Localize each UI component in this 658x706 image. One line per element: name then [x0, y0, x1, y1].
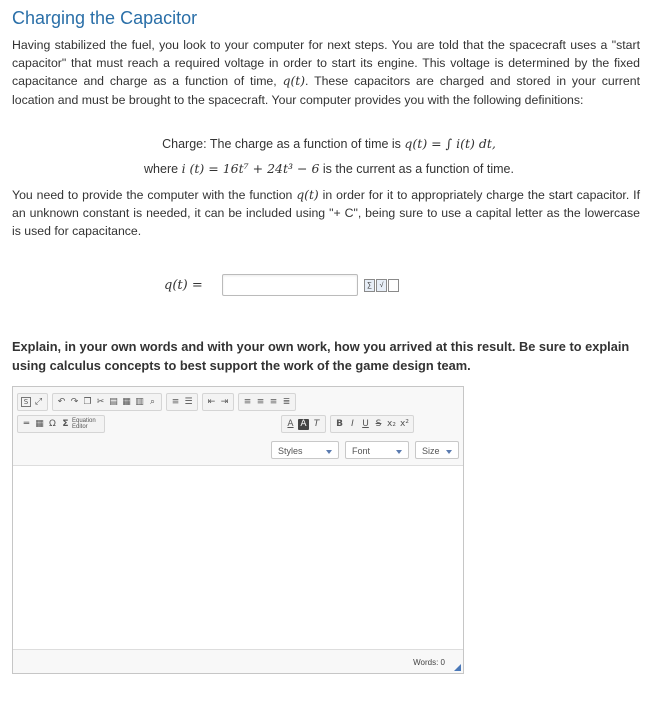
- resize-handle-icon[interactable]: [454, 664, 461, 671]
- math-editor-icon[interactable]: ∑: [364, 279, 375, 292]
- cut-icon[interactable]: ✂: [96, 396, 105, 407]
- paste-text-icon[interactable]: ▦: [122, 396, 131, 407]
- document-icon[interactable]: [388, 279, 399, 292]
- charge-text: The charge as a function of time is: [209, 137, 401, 151]
- toolbar-row-2: [17, 415, 109, 433]
- chevron-down-icon: [396, 450, 402, 454]
- italic-icon[interactable]: I: [351, 418, 354, 429]
- paste-word-icon[interactable]: ▥: [135, 396, 144, 407]
- remove-format-icon[interactable]: T: [313, 418, 320, 429]
- word-count: Words: 0: [413, 658, 445, 667]
- current-text: is the current as a function of time.: [322, 162, 514, 176]
- answer-label: q(t) =: [164, 277, 203, 293]
- horizontal-rule-icon[interactable]: ═: [23, 418, 30, 429]
- instructions-text: You need to provide the computer with the function: [12, 188, 293, 202]
- math-palette-icon[interactable]: √: [376, 279, 387, 292]
- numbered-list-icon[interactable]: ≡: [171, 396, 180, 407]
- toolbar-row-1: [17, 393, 300, 411]
- size-dropdown[interactable]: Size: [415, 441, 459, 459]
- outdent-icon[interactable]: ⇤: [207, 396, 216, 407]
- text-color-icon[interactable]: A: [287, 418, 294, 429]
- chevron-down-icon: [446, 450, 452, 454]
- answer-input[interactable]: [222, 274, 358, 296]
- editor-text-area[interactable]: [13, 465, 463, 650]
- answer-tools: [364, 279, 399, 292]
- instructions-text-end: in order for it to appropriately charge the start capacitor. If an unknown constant is needed, it can be included using "+ C", being sure to use a capital letter as the lowercase is used for capacitance.: [12, 188, 640, 239]
- intro-variable: q(t): [282, 74, 305, 89]
- align-left-icon[interactable]: ≡: [243, 396, 252, 407]
- page-title: Charging the Capacitor: [12, 8, 198, 28]
- table-icon[interactable]: ▦: [35, 418, 44, 429]
- background-color-icon[interactable]: A: [298, 419, 309, 430]
- charge-formula: q(t) = ∫ i(t) dt,: [404, 136, 496, 151]
- instructions-variable: q(t): [296, 188, 319, 202]
- bold-icon[interactable]: B: [336, 418, 343, 429]
- align-right-icon[interactable]: ≡: [269, 396, 278, 407]
- copy-icon[interactable]: ❐: [83, 396, 92, 407]
- subscript-icon[interactable]: x₂: [387, 418, 396, 429]
- intro-paragraph: [12, 36, 640, 109]
- rich-text-editor: [12, 386, 464, 674]
- find-icon[interactable]: ⌕: [149, 396, 156, 407]
- explain-question: Explain, in your own words and with your own work, how you arrived at this result. Be sure to explain using calculus concepts to best support the work of the game design team.: [12, 339, 630, 373]
- intro-text: Having stabilized the fuel, you look to your computer for next steps. You are told that the spacecraft uses a "start capacitor" that must reach a required voltage in order to start its engine. This voltage is determined by the fixed capacitance and charge as a function of time,: [12, 38, 640, 89]
- special-char-icon[interactable]: Ω: [49, 418, 56, 429]
- justify-icon[interactable]: ≣: [282, 396, 291, 407]
- equation-editor-label[interactable]: Equation Editor: [72, 418, 96, 430]
- redo-icon[interactable]: ↷: [70, 396, 79, 407]
- instructions-paragraph: [12, 186, 640, 241]
- undo-icon[interactable]: ↶: [57, 396, 66, 407]
- indent-icon[interactable]: ⇥: [220, 396, 229, 407]
- maximize-icon[interactable]: ⤢: [34, 396, 43, 407]
- where-text: where: [144, 162, 179, 176]
- styles-dropdown[interactable]: Styles: [271, 441, 339, 459]
- chevron-down-icon: [326, 450, 332, 454]
- charge-label: Charge:: [162, 137, 207, 151]
- bulleted-list-icon[interactable]: ☰: [184, 396, 193, 407]
- current-formula: i (t) = 16t⁷ + 24t³ − 6: [181, 161, 320, 176]
- equation-icon[interactable]: Σ: [62, 418, 69, 429]
- definition-charge: [0, 136, 658, 151]
- paste-icon[interactable]: ▤: [109, 396, 118, 407]
- answer-row: [164, 274, 399, 296]
- underline-icon[interactable]: U: [362, 418, 369, 429]
- strikethrough-icon[interactable]: S: [375, 418, 382, 429]
- font-dropdown[interactable]: Font: [345, 441, 409, 459]
- superscript-icon[interactable]: x²: [400, 418, 409, 429]
- source-icon[interactable]: S: [21, 397, 31, 407]
- intro-text-end: . These capacitors are charged and stored in your current location and must be brought to the spacecraft. Your computer provides you with the following definitions:: [12, 74, 640, 107]
- definition-current: [0, 161, 658, 176]
- toolbar-row-2b: [281, 415, 418, 433]
- align-center-icon[interactable]: ≡: [256, 396, 265, 407]
